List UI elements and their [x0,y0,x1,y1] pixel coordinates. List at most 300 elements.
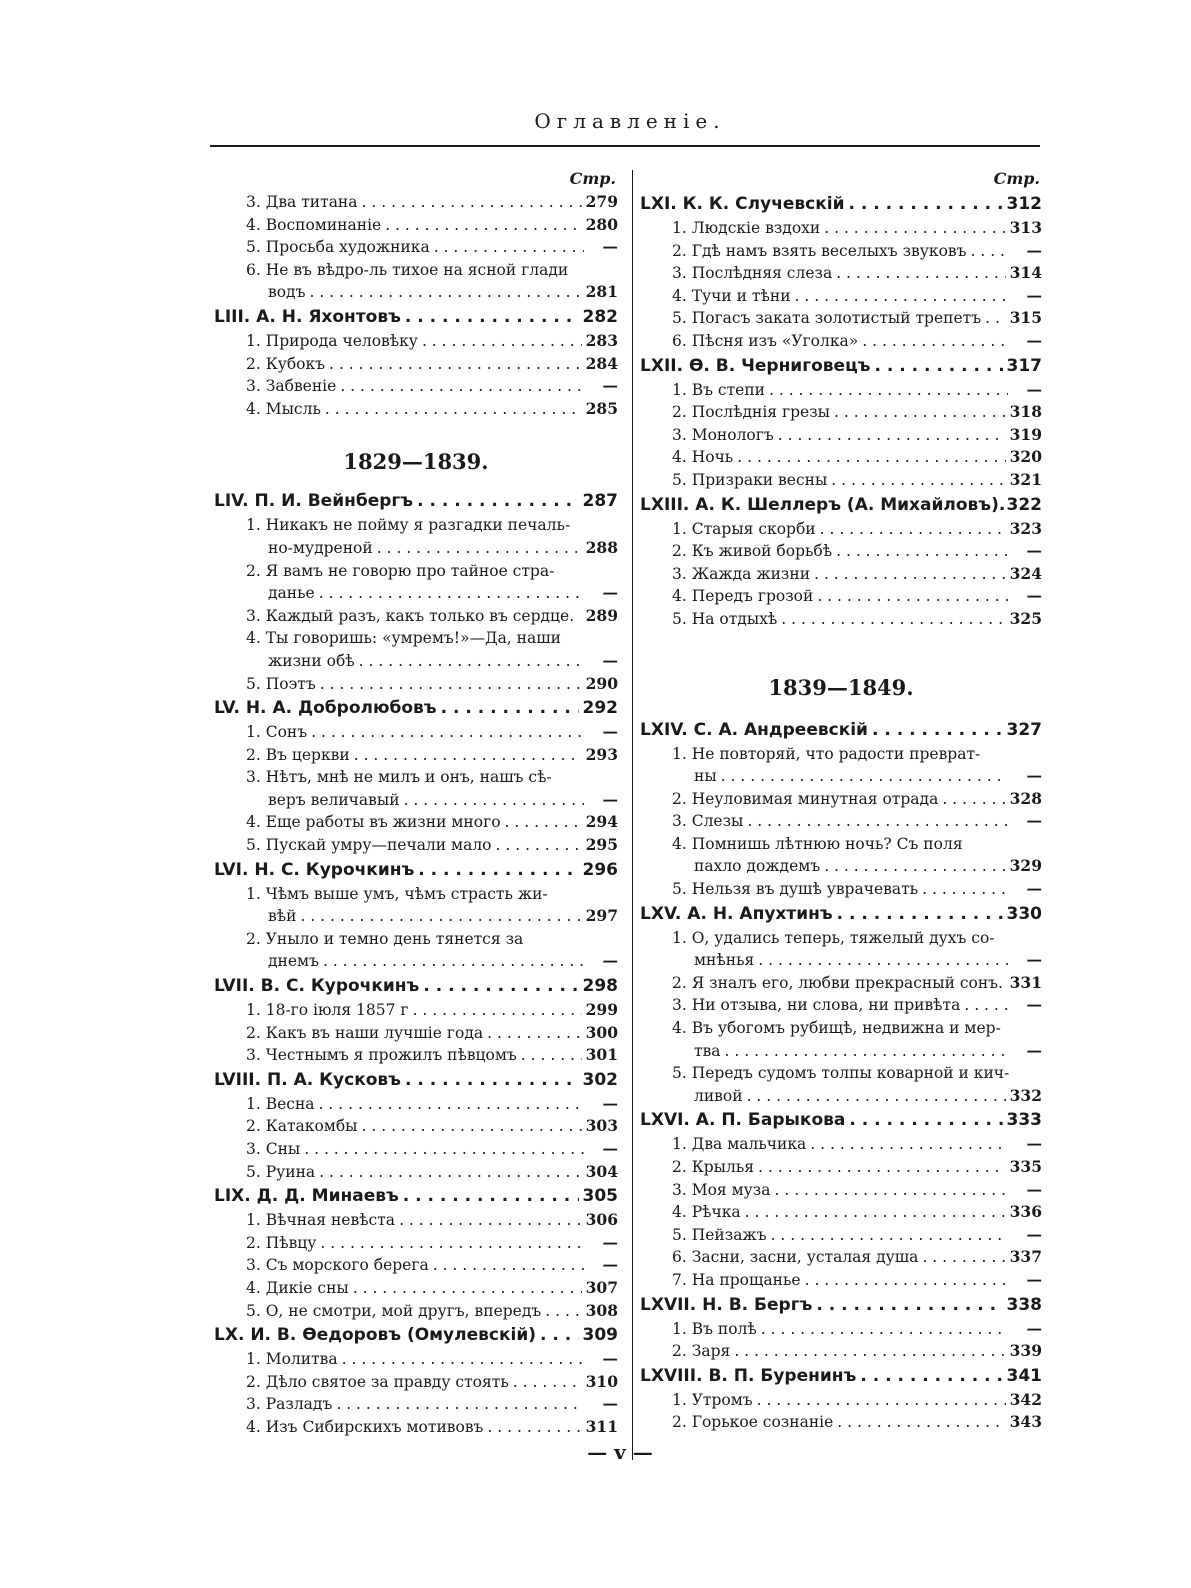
toc-entry [640,518,1042,541]
toc-entry [640,1269,1042,1292]
dot-leader [734,1340,1005,1363]
dot-leader [423,973,578,999]
page-number: — v — [587,1440,653,1464]
toc-entry-page: — [602,237,618,257]
dot-leader [505,811,582,834]
toc-entry-title: тва [694,1041,721,1060]
toc-entry-page: 332 [1009,1085,1042,1105]
toc-entry-title: 3. Разладъ [246,1395,333,1414]
toc-entry [640,1411,1042,1434]
toc-entry [214,330,618,353]
toc-entry [214,605,618,628]
toc-entry-page: — [1026,950,1042,970]
toc-entry-page: 290 [585,673,618,693]
toc-entry [640,330,1042,353]
toc-entry-page: — [1026,995,1042,1015]
toc-entry-page: — [1026,1179,1042,1199]
toc-entry-continuation [640,1040,1042,1063]
toc-entry-page: 327 [1006,719,1042,740]
toc-entry-page: 321 [1009,469,1042,489]
dot-leader [985,307,1006,330]
toc-entry-page: 318 [1009,402,1042,422]
toc-entry [214,673,618,696]
toc-entry-page: 341 [1006,1365,1042,1386]
toc-entry-title: 3. Нѣтъ, мнѣ не милъ и онъ, нашъ сѣ- [246,768,552,787]
dot-leader [872,717,1003,743]
toc-entry-title: 5. О, не смотри, мой другъ, впередъ [246,1301,542,1320]
dot-leader [385,214,581,237]
dot-leader [404,789,584,812]
toc-entry [640,1318,1042,1341]
dot-leader [342,1348,584,1371]
toc-block [640,717,1042,1434]
toc-entry-title: 5. Пускай умру—печали мало [246,836,492,855]
toc-entry [640,563,1042,586]
toc-entry-title: 2. Я вамъ не говорю про тайное стра- [246,561,555,580]
dot-leader [747,1085,1006,1108]
dot-leader [309,281,581,304]
toc-entry [640,401,1042,424]
dot-leader [304,1138,584,1161]
toc-entry-page: 307 [585,1277,618,1297]
dot-leader [311,721,584,744]
toc-entry-title: 2. Въ церкви [246,745,350,764]
toc-entry [214,353,618,376]
dot-leader [362,1115,582,1138]
toc-entry-title: LIII. А. Н. Яхонтовъ [214,306,401,327]
page-column-label: Стр. [993,169,1040,188]
toc-entry [214,811,618,834]
toc-entry [214,1371,618,1394]
toc-author-entry [214,973,618,999]
toc-entry [214,259,618,282]
toc-entry [640,285,1042,308]
toc-entry-continuation [214,582,618,605]
toc-entry-page: 300 [585,1022,618,1042]
toc-entry-title: 1. Не повторяй, что радости преврат- [672,744,981,763]
dot-leader [747,810,1008,833]
toc-entry [214,1115,618,1138]
toc-entry-title: 1. Вѣчная невѣста [246,1211,396,1230]
toc-entry-page: — [602,1232,618,1252]
toc-entry-title: 1. Людскiе вздохи [672,219,821,237]
toc-author-entry [640,191,1042,217]
toc-author-entry [640,353,1042,379]
toc-entry-continuation [214,789,618,812]
toc-entry-page: 294 [585,812,618,832]
dot-leader [757,1389,1006,1412]
toc-entry [214,834,618,857]
toc-author-entry [214,488,618,514]
toc-entry-page: 322 [1006,494,1042,515]
toc-entry-title: LX. И. В. Ѳедоровъ (Омулевскiй) [214,1325,537,1346]
dot-leader [836,262,1005,285]
toc-entry-title: 4. Передъ грозой [672,587,814,606]
toc-entry-page: — [602,376,618,396]
toc-entry-page: 304 [585,1161,618,1181]
toc-author-entry [214,1067,618,1093]
toc-entry [640,994,1042,1017]
toc-entry-title: 4. Помнишь лѣтнюю ночь? Съ поля [672,834,963,853]
toc-entry [214,883,618,906]
toc-entry [214,999,618,1022]
dot-leader [540,1322,578,1348]
toc-author-entry [640,492,1042,518]
toc-entry-title: LXVI. А. П. Барыкова [640,1110,846,1131]
toc-entry-page: 284 [585,353,618,373]
toc-entry [214,1416,618,1439]
toc-entry-title: LVIII. П. А. Кусковъ [214,1069,401,1090]
toc-entry-page: 287 [582,491,618,512]
toc-entry [214,191,618,214]
dot-leader [399,1209,582,1232]
toc-entry-page: — [602,1093,618,1113]
dot-leader [781,608,1005,631]
dot-leader [971,240,1009,263]
toc-block [214,488,618,1438]
toc-entry-page: 308 [585,1300,618,1320]
toc-entry [640,810,1042,833]
toc-right-column [640,167,1042,1434]
toc-entry [214,627,618,650]
toc-entry-page: 325 [1009,608,1042,628]
toc-entry-page: 323 [1009,518,1042,538]
toc-entry-page: 339 [1009,1341,1042,1361]
toc-entry-title: жизни обѣ [268,651,355,670]
dot-leader [320,1232,584,1255]
toc-entry-title: 2. Кубокъ [246,354,326,373]
toc-entry-title: 4. Воспоминанiе [246,215,382,234]
header-rule [210,145,1040,147]
dot-leader [834,401,1006,424]
dot-leader [745,1201,1006,1224]
dot-leader [725,1040,1008,1063]
toc-entry-page: 314 [1009,263,1042,283]
dot-leader [758,949,1008,972]
toc-entry-title: 1. Старыя скорби [672,519,816,538]
toc-entry [214,1044,618,1067]
dot-leader [874,353,1002,379]
toc-entry [214,1348,618,1371]
toc-entry [214,1254,618,1277]
toc-entry-title: LXV. А. Н. Апухтинъ [640,903,833,924]
toc-entry-title: 3. Жажда жизни [672,564,811,583]
toc-entry [640,972,1042,995]
toc-entry-title: LXVIII. В. П. Буренинъ [640,1365,857,1386]
toc-entry-title: 3. Съ морского берега [246,1256,429,1275]
toc-author-entry [640,901,1042,927]
dot-leader [496,834,582,857]
dot-leader [775,1179,1009,1202]
toc-author-entry [214,1183,618,1209]
toc-entry-title: 4. Ночь [672,448,734,467]
toc-entry [640,608,1042,631]
toc-author-entry [214,1322,618,1348]
toc-entry-title: 1. Два мальчика [672,1135,807,1154]
dot-leader [319,1161,581,1184]
toc-entry-page: 335 [1009,1157,1042,1176]
toc-author-entry [640,1363,1042,1389]
toc-entry-title: 4. Рѣчка [672,1203,741,1222]
toc-entry [640,1201,1042,1224]
dot-leader [737,446,1005,469]
toc-entry-title: 6. Засни, засни, усталая душа [672,1248,919,1267]
toc-author-entry [214,695,618,721]
dot-leader [817,585,1008,608]
toc-entry-title: LV. Н. А. Добролюбовъ [214,698,437,719]
dot-leader [761,1318,1008,1341]
toc-entry-continuation [214,905,618,928]
dot-leader [831,469,1005,492]
toc-entry-page: 312 [1006,194,1042,214]
toc-entry-page: 317 [1006,355,1042,376]
toc-entry [640,1133,1042,1156]
toc-entry-title: 5. Пейзажъ [672,1225,767,1244]
toc-entry-page: — [1026,1134,1042,1154]
dot-leader [320,673,582,696]
toc-entry-page: 310 [585,1371,618,1391]
toc-entry-title: мнѣнья [694,951,755,970]
toc-entry-title: данье [268,584,315,603]
toc-entry-page: 297 [585,906,618,926]
toc-entry-title: 3. Сны [246,1140,301,1158]
toc-entry-title: 1. Никакъ не пойму я разгадки печаль- [246,516,571,535]
dot-leader [521,1044,582,1067]
toc-entry-title: 2. Крылья [672,1158,755,1176]
dot-leader [922,1246,1005,1269]
toc-entry [214,1393,618,1416]
toc-entry [640,1179,1042,1202]
toc-entry-title: 4. Изъ Сибирскихъ мотивовъ [246,1417,484,1436]
dot-leader [359,650,584,673]
toc-entry-title: 5. Руина [246,1162,316,1181]
toc-entry-page: — [1026,1040,1042,1060]
dot-leader [354,744,582,767]
toc-entry-page: — [602,789,618,809]
toc-entry [214,1277,618,1300]
dot-leader [336,1393,584,1416]
toc-entry-page: — [1026,811,1042,831]
toc-entry-page: — [1026,240,1042,260]
toc-entry [214,766,618,789]
dot-leader [964,994,1008,1017]
toc-entry-page: 301 [585,1045,618,1065]
toc-entry [214,1022,618,1045]
toc-entry-page: 330 [1006,903,1042,924]
toc-entry-title: LXIV. С. А. Андреевскiй [640,719,868,740]
dot-leader [434,236,584,259]
toc-entry [214,1138,618,1161]
toc-entry [640,1017,1042,1040]
dot-leader [300,905,581,928]
toc-entry-continuation [640,765,1042,788]
toc-entry-title: водъ [268,283,306,302]
toc-entry-title: пахло дождемъ [694,857,821,876]
dot-leader [814,563,1006,586]
toc-entry-page: 336 [1009,1202,1042,1222]
dot-leader [824,855,1005,878]
toc-entry-page: 295 [585,835,618,855]
toc-entry-title: 3. Слезы [672,812,744,831]
toc-entry-page: — [602,650,618,670]
dot-leader [441,695,579,721]
period-heading: 1839—1849. [768,674,914,700]
dot-leader [487,1416,581,1439]
toc-entry [640,1156,1042,1179]
toc-entry [640,788,1042,811]
toc-entry [640,1246,1042,1269]
toc-entry-title: LXVII. Н. В. Бергъ [640,1294,813,1315]
dot-leader [413,999,582,1022]
toc-entry-page: — [1026,285,1042,305]
dot-leader [816,1292,1002,1318]
toc-entry-title: 4. Дикiе сны [246,1278,349,1297]
toc-entry-page: 331 [1009,972,1042,992]
dot-leader [323,950,584,973]
toc-entry-title: 1. О, удались теперь, тяжелый духъ со- [672,928,995,947]
page-title: Оглавленiе. [534,109,726,133]
dot-leader [362,191,582,214]
toc-entry-title: 4. Въ убогомъ рубищѣ, недвижна и мер- [672,1019,1001,1038]
toc-entry-page: — [1026,766,1042,786]
dot-leader [820,518,1006,541]
toc-entry-page: 299 [585,1000,618,1020]
toc-entry-page: 285 [585,398,618,418]
toc-entry-continuation [640,949,1042,972]
toc-entry [640,585,1042,608]
toc-entry [640,1389,1042,1412]
dot-leader [513,1371,582,1394]
dot-leader [340,375,584,398]
dot-leader [849,1107,1002,1133]
toc-entry-title: днемъ [268,952,319,971]
toc-entry-page: 303 [585,1116,618,1136]
toc-entry-title: 2. Какъ въ наши лучшiе года [246,1023,484,1042]
toc-entry-title: 1. 18-го iюля 1857 г [246,1001,409,1020]
toc-entry-title: веръ величавый [268,790,400,809]
toc-entry-title: 1. Сонъ [246,723,308,742]
toc-entry-continuation [640,855,1042,878]
toc-entry-title: 4. Еще работы въ жизни много [246,813,501,832]
toc-entry-page: — [602,1349,618,1369]
toc-entry-page: 309 [582,1325,618,1346]
dot-leader [319,1093,584,1116]
toc-entry-title: 3. Забвенiе [246,377,337,396]
toc-entry-title: 1. Въ степи [672,380,765,399]
toc-entry-title: 4. Тучи и тѣни [672,286,791,305]
dot-leader [769,379,1008,402]
dot-leader [860,1363,1002,1389]
toc-block [640,191,1042,631]
toc-entry-title: 1. Природа человѣку [246,331,418,350]
dot-leader [377,537,582,560]
toc-entry [640,469,1042,492]
toc-entry-title: 1. Въ полѣ [672,1319,757,1338]
toc-entry-page: — [1026,1318,1042,1338]
dot-leader [862,330,1008,353]
toc-entry-title: 2. Гдѣ намъ взять веселыхъ звуковъ [672,241,967,260]
toc-entry-continuation [214,950,618,973]
dot-leader [922,878,1008,901]
toc-entry [214,214,618,237]
dot-leader [329,353,582,376]
toc-entry-title: 6. Пѣсня изъ «Уголка» [672,331,859,350]
dot-leader [417,488,578,514]
toc-entry-page: 302 [582,1069,618,1090]
toc-entry [640,1340,1042,1363]
toc-entry-page: — [1026,379,1042,399]
toc-entry [640,540,1042,563]
dot-leader [795,285,1008,308]
toc-entry-page: 293 [585,744,618,764]
toc-left-column [214,167,618,1439]
toc-entry-title: 7. На прощанье [672,1270,801,1289]
toc-author-entry [214,304,618,330]
toc-entry-page: — [1026,330,1042,350]
toc-entry-title: 5. Просьба художника [246,238,430,257]
toc-entry-title: 5. Погасъ заката золотистый трепетъ [672,309,982,328]
toc-entry [214,1209,618,1232]
toc-entry [640,240,1042,263]
dot-leader [778,424,1006,447]
toc-block [214,191,618,420]
toc-entry-title: 5. Поэтъ [246,674,316,693]
toc-entry-page: 283 [585,330,618,350]
toc-entry-page: 296 [582,859,618,880]
toc-entry [214,721,618,744]
dot-leader [325,398,582,421]
period-heading: 1829—1839. [343,449,489,475]
toc-entry-page: 306 [585,1210,618,1230]
dot-leader [418,857,578,883]
toc-entry-title: 3. Честнымъ я прожилъ пѣвцомъ [246,1046,517,1065]
toc-entry-page: — [1026,879,1042,899]
toc-entry-title: 2. Къ живой борьбѣ [672,542,833,561]
toc-entry-title: 2. Пѣвцу [246,1233,317,1252]
toc-author-entry [640,1292,1042,1318]
dot-leader [403,1183,579,1209]
toc-entry [640,1062,1042,1085]
toc-entry-page: 282 [582,306,618,327]
dot-leader [771,1224,1008,1247]
toc-entry-page: — [602,583,618,603]
toc-entry-page: — [1026,586,1042,606]
toc-entry-title: 5. Передъ судомъ толпы коварной и кич- [672,1064,1010,1083]
dot-leader [405,1067,579,1093]
toc-entry-continuation [214,281,618,304]
toc-entry [640,379,1042,402]
dot-leader [721,765,1008,788]
toc-entry-title: 3. Ни отзыва, ни слова, ни привѣта [672,996,961,1015]
column-divider [632,170,633,1460]
toc-entry-title: 3. Монологъ [672,425,774,444]
toc-entry-page: 333 [1006,1110,1042,1131]
dot-leader [942,788,1005,811]
toc-entry-page: 337 [1009,1247,1042,1267]
toc-entry [214,928,618,951]
toc-entry-title: 2. Неуловимая минутная отрада [672,789,939,808]
toc-entry-page: 313 [1009,218,1042,237]
toc-entry [214,1232,618,1255]
toc-entry-page: 319 [1009,424,1042,444]
dot-leader [319,582,584,605]
toc-entry-title: 3. Каждый разъ, какъ только въ сердце. [246,606,575,625]
toc-entry-title: 3. Моя муза [672,1180,771,1199]
toc-entry-page: 328 [1009,788,1042,808]
dot-leader [824,217,1005,240]
toc-entry-title: 2. Горькое сознанiе [672,1413,834,1432]
toc-entry-page: 338 [1006,1294,1042,1315]
